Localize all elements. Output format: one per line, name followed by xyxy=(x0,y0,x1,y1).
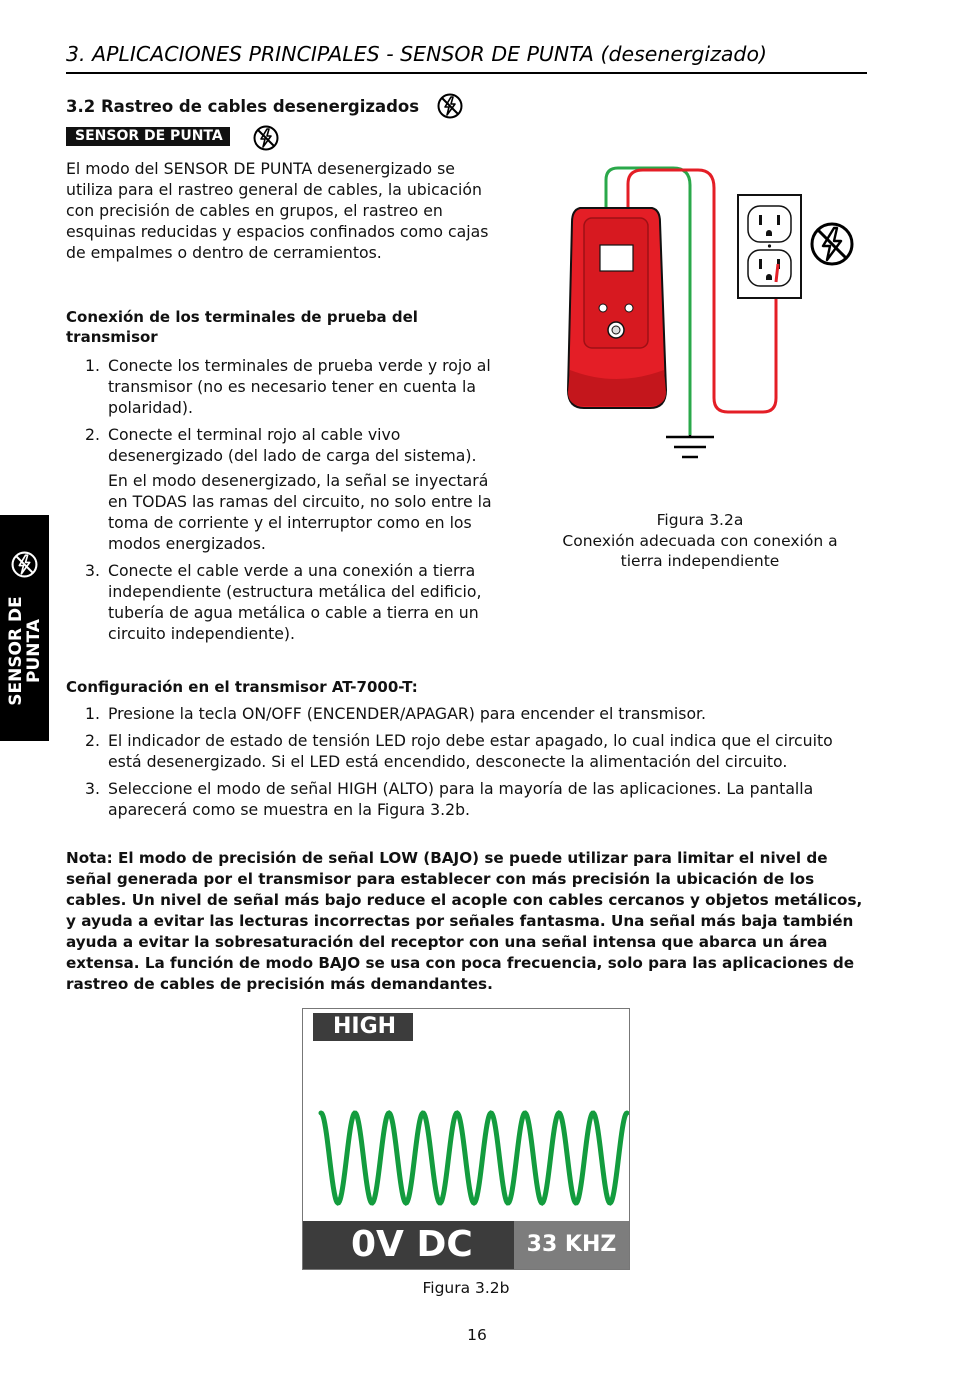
page-number: 16 xyxy=(467,1326,487,1344)
transmitter-display xyxy=(302,1008,630,1270)
list-item: 3. Conecte el cable verde a una conexión a tierra independiente (estructura metálica del edificio, tubería de agua metálica o cable a tierra en un circuito independiente). xyxy=(85,561,482,643)
signal-mode-label: HIGH xyxy=(333,1014,397,1039)
wall-outlet xyxy=(738,195,801,298)
transmitter-device xyxy=(568,208,666,408)
connection-steps xyxy=(66,355,514,650)
figure-3-2a-caption xyxy=(540,510,860,572)
figure-label: Figura 3.2a xyxy=(656,511,744,529)
list-item: 2. El indicador de estado de tensión LED rojo debe estar apagado, lo cual indica que el circuito está desenergizado. Si el LED está encendido, desconecte la alimentación del circuito. xyxy=(85,731,833,771)
header-rule xyxy=(66,72,867,74)
figure-3-2a-illustration xyxy=(548,160,868,500)
intro-paragraph: El modo del SENSOR DE PUNTA desenergizado se utiliza para el rastreo general de cables, la ubicación con precisión de cables en grupos, el rastreo en esquinas reducidas y espacios confinados como cajas de empalmes o dentro de cerramientos. xyxy=(66,159,489,262)
de-energized-icon xyxy=(253,125,279,151)
signal-waveform xyxy=(303,1107,629,1209)
de-energized-icon xyxy=(437,93,463,119)
step-note: En el modo desenergizado, la señal se inyectará en TODAS las ramas del circuito, no solo entre la toma de corriente y el interruptor como en los modos energizados. xyxy=(108,471,492,553)
config-heading: Configuración en el transmisor AT-7000-T: xyxy=(66,678,418,696)
list-item: 1. Conecte los terminales de prueba verde y rojo al transmisor (no es necesario tener en cuenta la polaridad). xyxy=(85,356,491,417)
section-title-text: 3.2 Rastreo de cables desenergizados xyxy=(66,97,420,116)
de-energized-icon xyxy=(812,224,852,264)
config-steps xyxy=(66,703,866,826)
figure-3-2b-label: Figura 3.2b xyxy=(422,1279,510,1297)
mode-badge: SENSOR DE PUNTA xyxy=(66,127,230,146)
side-tab-label: SENSOR DE PUNTA xyxy=(6,596,44,706)
page-header-title: 3. APLICACIONES PRINCIPALES - SENSOR DE PUNTA (desenergizado) xyxy=(66,42,767,66)
side-tab xyxy=(0,515,49,741)
frequency-readout: 33 KHZ xyxy=(514,1221,629,1269)
list-item: 1. Presione la tecla ON/OFF (ENCENDER/APAGAR) para encender el transmisor. xyxy=(85,704,707,723)
voltage-readout: 0V DC xyxy=(303,1221,514,1269)
section-title xyxy=(66,97,419,116)
connection-heading: Conexión de los terminales de prueba del transmisor xyxy=(66,308,418,346)
ground-symbol xyxy=(666,435,714,457)
figure-caption-text: Conexión adecuada con conexión a tierra independiente xyxy=(562,531,838,570)
transmitter-screen xyxy=(600,245,633,271)
list-item: 2. Conecte el terminal rojo al cable vivo desenergizado (del lado de carga del sistema). xyxy=(85,425,477,465)
note-paragraph: Nota: El modo de precisión de señal LOW (BAJO) se puede utilizar para limitar el nivel de señal generada por el transmisor para establecer con más precisión la ubicación de los cables. Un nivel de señal más bajo reduce el acople con cables cercanos y objetos metálicos, y ayuda a evitar las lecturas incorrectas por señales fantasma. Una señal más baja también ayuda a evitar la sobresaturación del receptor con una señal intensa que abarca un área extensa. La función de modo BAJO se usa con poca frecuencia, solo para las aplicaciones de rastreo de cables de precisión más demandantes. xyxy=(66,849,863,993)
list-item: 3. Seleccione el modo de señal HIGH (ALTO) para la mayoría de las aplicaciones. La pantalla aparecerá como se muestra en la Figura 3.2b. xyxy=(85,779,814,819)
